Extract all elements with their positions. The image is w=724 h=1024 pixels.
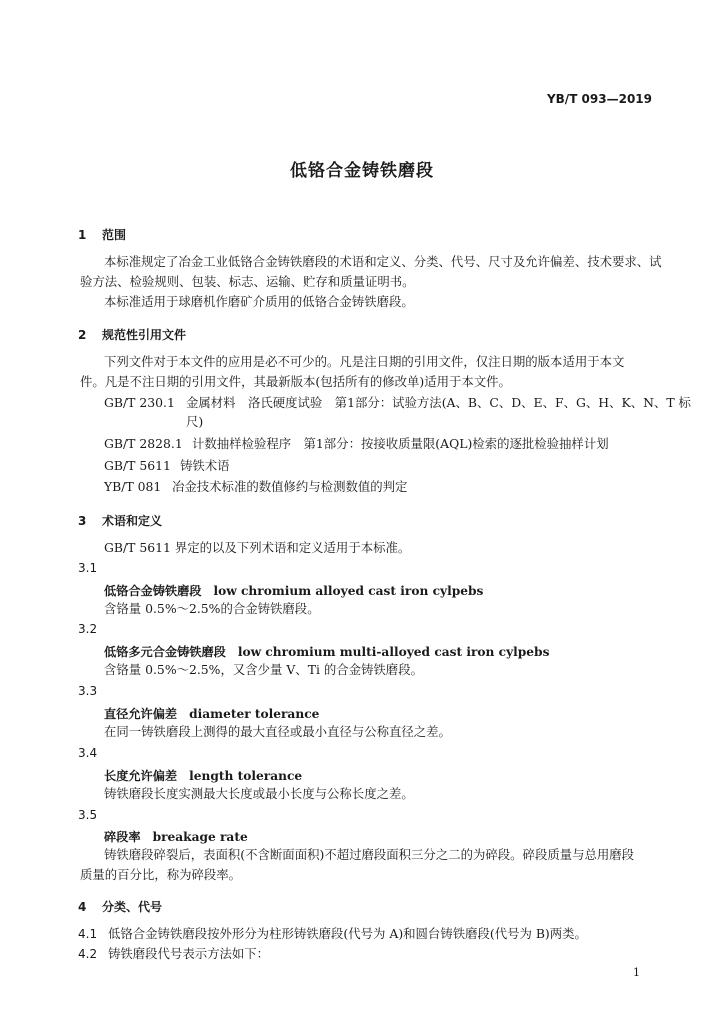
section-number: 2 (78, 328, 87, 342)
term-number: 3.2 (78, 622, 98, 636)
term-chinese: 低铬多元合金铸铁磨段 (104, 645, 226, 659)
standard-code: YB/T 093—2019 (546, 92, 652, 106)
clause-item (78, 926, 587, 942)
term-definition: 铸铁磨段长度实测最大长度或最小长度与公称长度之差。 (104, 786, 414, 801)
clause-text: 铸铁磨段代号表示方法如下： (108, 946, 270, 961)
clause-number: 4.1 (78, 927, 98, 941)
term-chinese: 低铬合金铸铁磨段 (104, 584, 202, 598)
term-definition: 含铬量 0.5%～2.5%的合金铸铁磨段。 (104, 601, 320, 616)
paragraph-line: 本标准适用于球磨机作磨矿介质用的低铬合金铸铁磨段。 (104, 294, 414, 309)
clause-text: 低铬合金铸铁磨段按外形分为柱形铸铁磨段(代号为 A)和圆台铸铁磨段(代号为 B)两类。 (108, 926, 587, 941)
section-number: 4 (78, 900, 87, 914)
term-english: low chromium multi-alloyed cast iron cylpebs (237, 645, 550, 659)
reference-item (104, 479, 407, 495)
reference-code: GB/T 2828.1 (104, 436, 183, 451)
clause-number: 4.2 (78, 947, 98, 961)
reference-code: GB/T 230.1 (104, 395, 175, 410)
section-title: 分类、代号 (102, 900, 163, 914)
term-english: low chromium alloyed cast iron cylpebs (213, 584, 484, 598)
term-english: diameter tolerance (189, 707, 320, 721)
document-title: 低铬合金铸铁磨段 (290, 161, 434, 181)
section-4-heading (78, 898, 162, 915)
term-heading (104, 705, 319, 722)
term-definition-cont: 质量的百分比，称为碎段率。 (80, 867, 242, 882)
term-heading (104, 767, 302, 784)
reference-title: 计数抽样检验程序 第1部分：按接收质量限(AQL)检索的逐批检验抽样计划 (192, 436, 609, 451)
term-english: breakage rate (152, 830, 248, 844)
page-number: 1 (633, 966, 640, 979)
clause-item (78, 946, 269, 962)
section-title: 范围 (102, 228, 127, 242)
paragraph-line: 件。凡是不注日期的引用文件，其最新版本(包括所有的修改单)适用于本文件。 (80, 374, 511, 389)
reference-code: YB/T 081 (104, 479, 162, 494)
term-heading (104, 643, 549, 660)
term-definition: 含铬量 0.5%～2.5%，又含少量 V、Ti 的合金铸铁磨段。 (104, 662, 423, 677)
reference-title: 铸铁术语 (180, 458, 230, 473)
section-title: 术语和定义 (102, 514, 163, 528)
term-definition: 在同一铸铁磨段上测得的最大直径或最小直径与公称直径之差。 (104, 724, 451, 739)
paragraph-line: 下列文件对于本文件的应用是必不可少的。凡是注日期的引用文件，仅注日期的版本适用于本文 (104, 354, 625, 369)
term-number: 3.3 (78, 684, 98, 698)
section-1-heading (78, 226, 126, 243)
term-chinese: 碎段率 (104, 830, 141, 844)
section-2-heading (78, 326, 186, 343)
reference-title: 冶金技术标准的数值修约与检测数值的判定 (172, 479, 408, 494)
section-number: 1 (78, 228, 87, 242)
paragraph-line: GB/T 5611 界定的以及下列术语和定义适用于本标准。 (104, 540, 411, 555)
reference-title: 金属材料 洛氏硬度试验 第1部分：试验方法(A、B、C、D、E、F、G、H、K、N、T 标 (186, 395, 691, 410)
paragraph-line: 本标准规定了冶金工业低铬合金铸铁磨段的术语和定义、分类、代号、尺寸及允许偏差、技术要求、试 (104, 254, 662, 269)
term-heading (104, 582, 483, 599)
term-number: 3.4 (78, 746, 98, 760)
term-chinese: 直径允许偏差 (104, 707, 178, 721)
reference-title-cont: 尺) (186, 414, 204, 429)
term-chinese: 长度允许偏差 (104, 769, 178, 783)
reference-code: GB/T 5611 (104, 458, 171, 473)
reference-item (104, 436, 609, 452)
term-english: length tolerance (189, 769, 303, 783)
paragraph-line: 验方法、检验规则、包装、标志、运输、贮存和质量证明书。 (80, 274, 415, 289)
term-number: 3.5 (78, 808, 98, 822)
section-number: 3 (78, 514, 87, 528)
term-heading (104, 828, 248, 845)
section-3-heading (78, 512, 162, 529)
reference-item (104, 458, 230, 474)
section-title: 规范性引用文件 (102, 328, 187, 342)
reference-item (104, 395, 691, 411)
term-definition: 铸铁磨段碎裂后，表面积(不含断面面积)不超过磨段面积三分之二的为碎段。碎段质量与总用磨段 (104, 847, 635, 862)
term-number: 3.1 (78, 561, 98, 575)
